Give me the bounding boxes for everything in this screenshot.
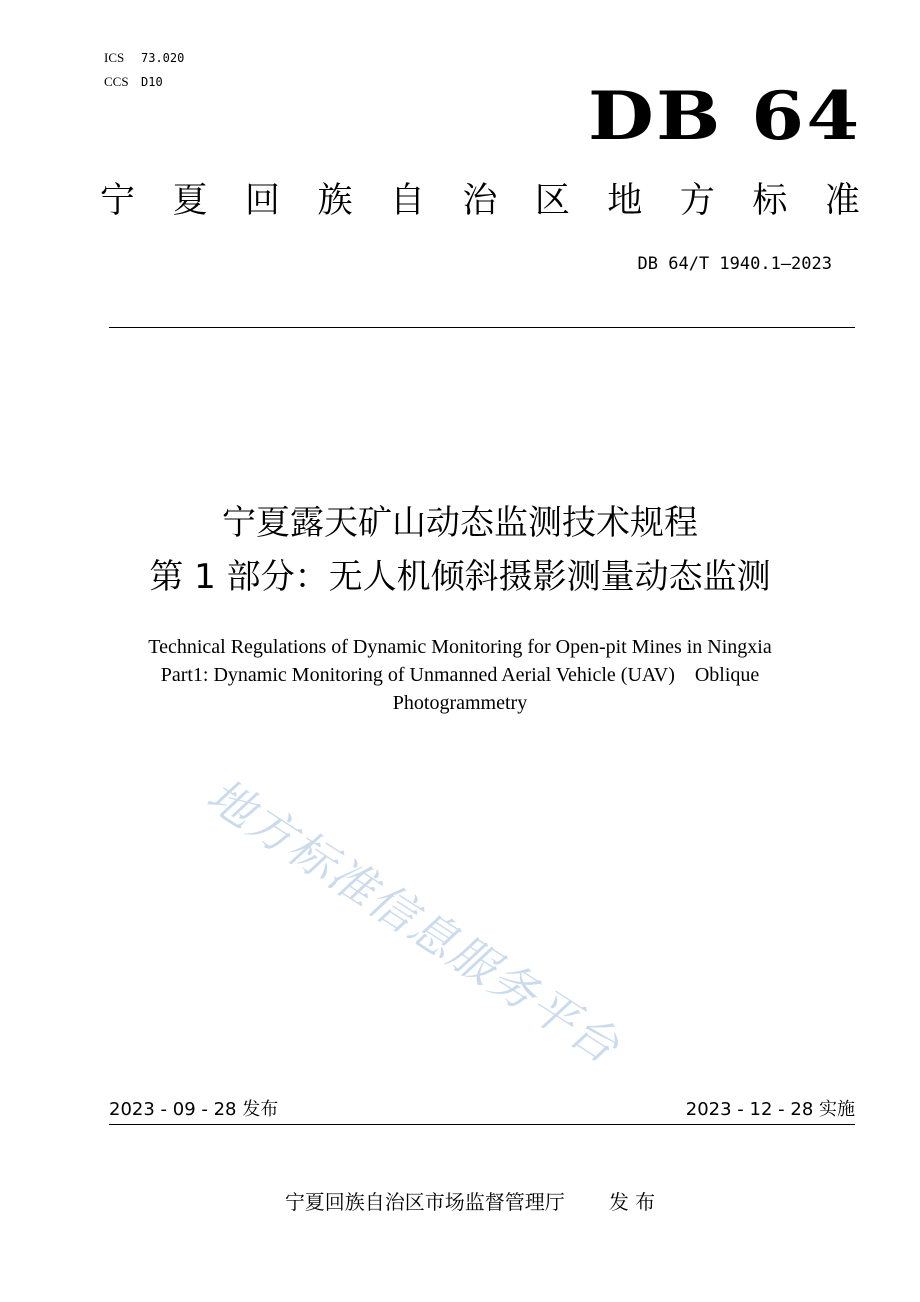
standard-type-char: 宁	[100, 181, 136, 221]
title-cn-line2: 第 1 部分：无人机倾斜摄影测量动态监测	[149, 557, 771, 597]
ccs-value: D10	[141, 75, 163, 89]
standard-type-char: 地	[607, 181, 643, 221]
watermark-text: 地方标准信息服务平台	[197, 767, 630, 1075]
bottom-divider	[109, 1124, 855, 1125]
issuer-line	[0, 1187, 920, 1217]
issuer-name: 宁夏回族自治区市场监督管理厅	[284, 1190, 565, 1214]
standard-type-heading	[100, 178, 860, 224]
issue-date: 2023 - 09 - 28 发布	[109, 1099, 279, 1120]
ics-value: 73.020	[141, 51, 185, 65]
standard-type-char: 自	[389, 181, 425, 221]
top-divider	[109, 327, 855, 328]
standard-type-char: 标	[752, 181, 788, 221]
issuer-action: 发 布	[608, 1190, 656, 1214]
standard-type-char: 准	[824, 181, 860, 221]
standard-code: DB 64/T 1940.1—2023	[637, 254, 832, 274]
ccs-row	[104, 70, 184, 94]
standard-type-char: 回	[244, 181, 280, 221]
title-en-line2: Part1: Dynamic Monitoring of Unmanned Aerial Vehicle (UAV) Oblique	[160, 664, 760, 686]
standard-type-char: 区	[534, 181, 570, 221]
title-cn-line1: 宁夏露天矿山动态监测技术规程	[222, 503, 698, 543]
standard-type-char: 治	[462, 181, 498, 221]
standard-type-char: 族	[317, 181, 353, 221]
title-en	[60, 633, 860, 717]
title-en-line1: Technical Regulations of Dynamic Monitoring for Open-pit Mines in Ningxia	[148, 636, 772, 658]
ics-row	[104, 46, 184, 70]
standard-type-char: 方	[679, 181, 715, 221]
standard-type-char: 夏	[172, 181, 208, 221]
classification-block	[104, 46, 184, 94]
ics-label: ICS	[104, 50, 125, 65]
implementation-date: 2023 - 12 - 28 实施	[685, 1099, 855, 1120]
db64-logo: DB 64	[588, 77, 862, 155]
title-en-line3: Photogrammetry	[392, 692, 528, 714]
ccs-label: CCS	[104, 74, 129, 89]
